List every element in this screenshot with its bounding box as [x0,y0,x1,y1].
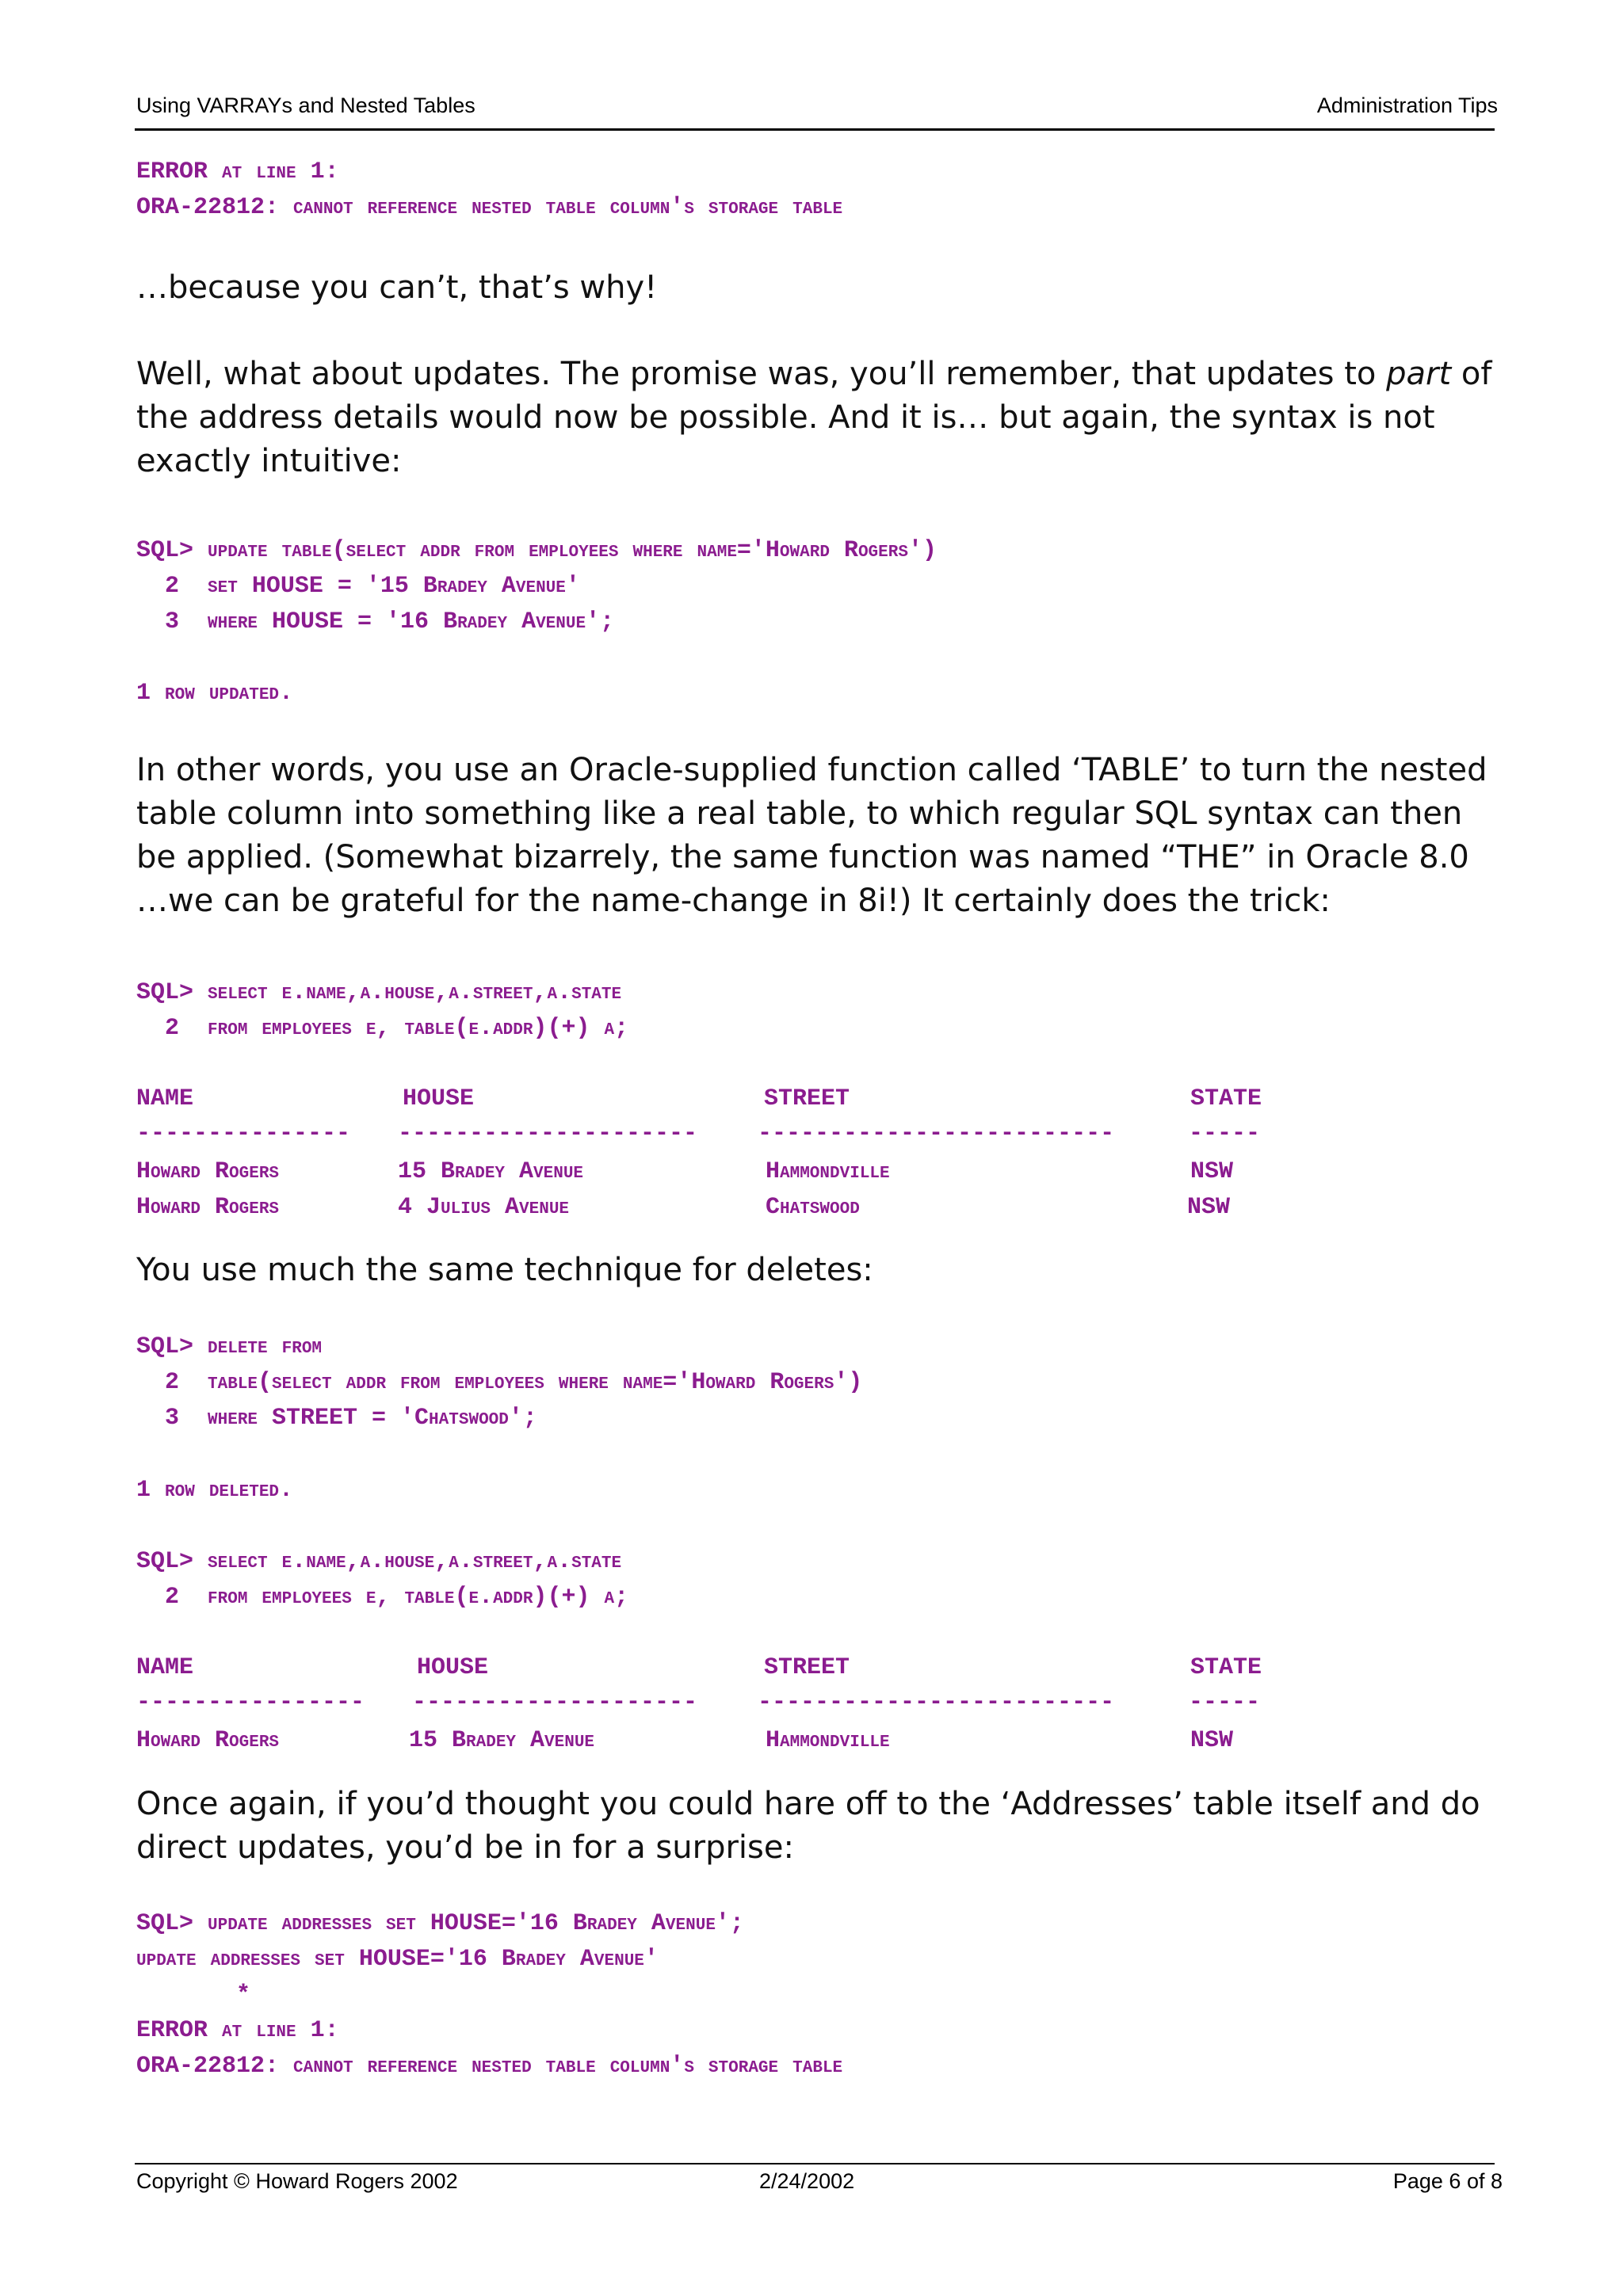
error-line [136,2017,339,2044]
column-header-name: NAME [136,1085,194,1112]
table-cell: Chatswood [766,1194,860,1221]
column-divider: ------------------------- [758,1689,1115,1716]
paragraph-table-function: In other words, you use an Oracle-supplied function called ‘TABLE’ to turn the nested table column into something like a real table, to which regular SQL syntax can then be applied. (Somewhat bizarrely, the same function was named “THE” in Oracle 8.0 …we can be grateful for the name-change in 8i!) It certainly does the trick: [136,752,1487,919]
table-cell: 15 Bradey Avenue [409,1727,595,1754]
code-text: SQL> select e.name,a.house,a.street,a.state [136,1548,622,1575]
table-cell: Hammondville [766,1727,890,1754]
code-text: 3 where STREET = 'Chatswood'; [136,1405,537,1432]
paragraph-because: …because you can’t, that’s why! [136,269,658,306]
paragraph-surprise: Once again, if you’d thought you could hare off to the ‘Addresses’ table itself and do direct updates, you’d be in for a surprise: [136,1786,1480,1866]
error-code-line [136,2053,842,2080]
code-text: update addresses set HOUSE='16 Bradey Avenue' [136,1946,659,1973]
code-text: 2 set HOUSE = '15 Bradey Avenue' [136,573,580,600]
table-cell: NSW [1187,1194,1231,1221]
table-cell: Howard Rogers [136,1194,280,1221]
code-line [136,608,614,635]
column-divider: ------------------------- [758,1120,1115,1147]
error-message: ORA-22812: cannot reference nested table column's storage table [136,194,843,221]
error-text: ERROR at line 1: [136,2017,339,2044]
error-code-line [136,194,842,221]
paragraph-updates-italic: part [1386,356,1452,392]
column-header-name: NAME [136,1654,194,1681]
code-line [136,1405,537,1432]
error-line [136,158,339,185]
column-header-state: STATE [1190,1654,1262,1681]
column-header-house: HOUSE [417,1654,489,1681]
code-text: 2 from employees e, table(e.addr)(+) a; [136,1584,629,1611]
code-line [136,573,580,600]
column-divider: ----- [1189,1689,1261,1716]
result-table-2 [136,1654,1499,1754]
error-pointer [136,1981,250,2008]
code-text: SQL> select e.name,a.house,a.street,a.state [136,979,622,1006]
code-result [136,680,293,707]
table-cell: 15 Bradey Avenue [398,1158,584,1185]
error-message: ORA-22812: cannot reference nested table column's storage table [136,2053,843,2080]
footer-copyright: Copyright © Howard Rogers 2002 [136,2169,458,2193]
code-text: 3 where HOUSE = '16 Bradey Avenue'; [136,608,615,635]
paragraph-deletes: You use much the same technique for deletes: [136,1252,873,1288]
header-title: Using VARRAYs and Nested Tables [136,93,475,117]
table-cell: 4 Julius Avenue [398,1194,570,1221]
result-text: 1 row updated. [136,680,294,707]
column-header-street: STREET [764,1654,850,1681]
code-line [136,979,621,1006]
code-result [136,1477,293,1504]
asterisk-marker: * [136,1981,251,2008]
code-line [136,1946,659,1973]
result-table-1 [136,1085,1499,1220]
column-divider: --------------------- [398,1120,698,1147]
footer-rule [135,2163,1495,2164]
column-header-state: STATE [1190,1085,1262,1112]
code-text: SQL> update table(select addr from employees where name='Howard Rogers') [136,537,937,564]
paragraph-updates-a: Well, what about updates. The promise was, you’ll remember, that updates to [136,356,1387,392]
header-section: Administration Tips [1316,93,1498,117]
code-line [136,1548,621,1575]
code-text: 2 from employees e, table(e.addr)(+) a; [136,1015,629,1042]
table-cell: NSW [1190,1158,1234,1185]
code-line [136,1584,628,1611]
code-line [136,1015,628,1042]
column-header-house: HOUSE [403,1085,475,1112]
column-divider: ---------------- [136,1689,365,1716]
table-cell: Hammondville [766,1158,890,1185]
column-divider: --------------- [136,1120,351,1147]
code-line [136,1910,744,1937]
error-text: ERROR at line 1: [136,158,339,185]
code-line [136,537,937,564]
footer-page-number: Page 6 of 8 [1392,2169,1503,2193]
footer-date: 2/24/2002 [759,2169,855,2193]
result-text: 1 row deleted. [136,1477,294,1504]
code-text: SQL> delete from [136,1333,323,1360]
table-cell: NSW [1190,1727,1234,1754]
code-line [136,1369,862,1396]
table-cell: Howard Rogers [136,1727,280,1754]
paragraph-updates-b: of the address details would now be possible. And it is… but again, the syntax is not exactly intuitive: [136,356,1492,479]
paragraph-updates [136,353,1499,483]
column-divider: -------------------- [412,1689,698,1716]
column-divider: ----- [1189,1120,1261,1147]
header-rule [135,128,1495,131]
code-line [136,1333,322,1360]
table-cell: Howard Rogers [136,1158,280,1185]
code-text: SQL> update addresses set HOUSE='16 Bradey Avenue'; [136,1910,744,1937]
column-header-street: STREET [764,1085,850,1112]
code-text: 2 table(select addr from employees where name='Howard Rogers') [136,1369,863,1396]
